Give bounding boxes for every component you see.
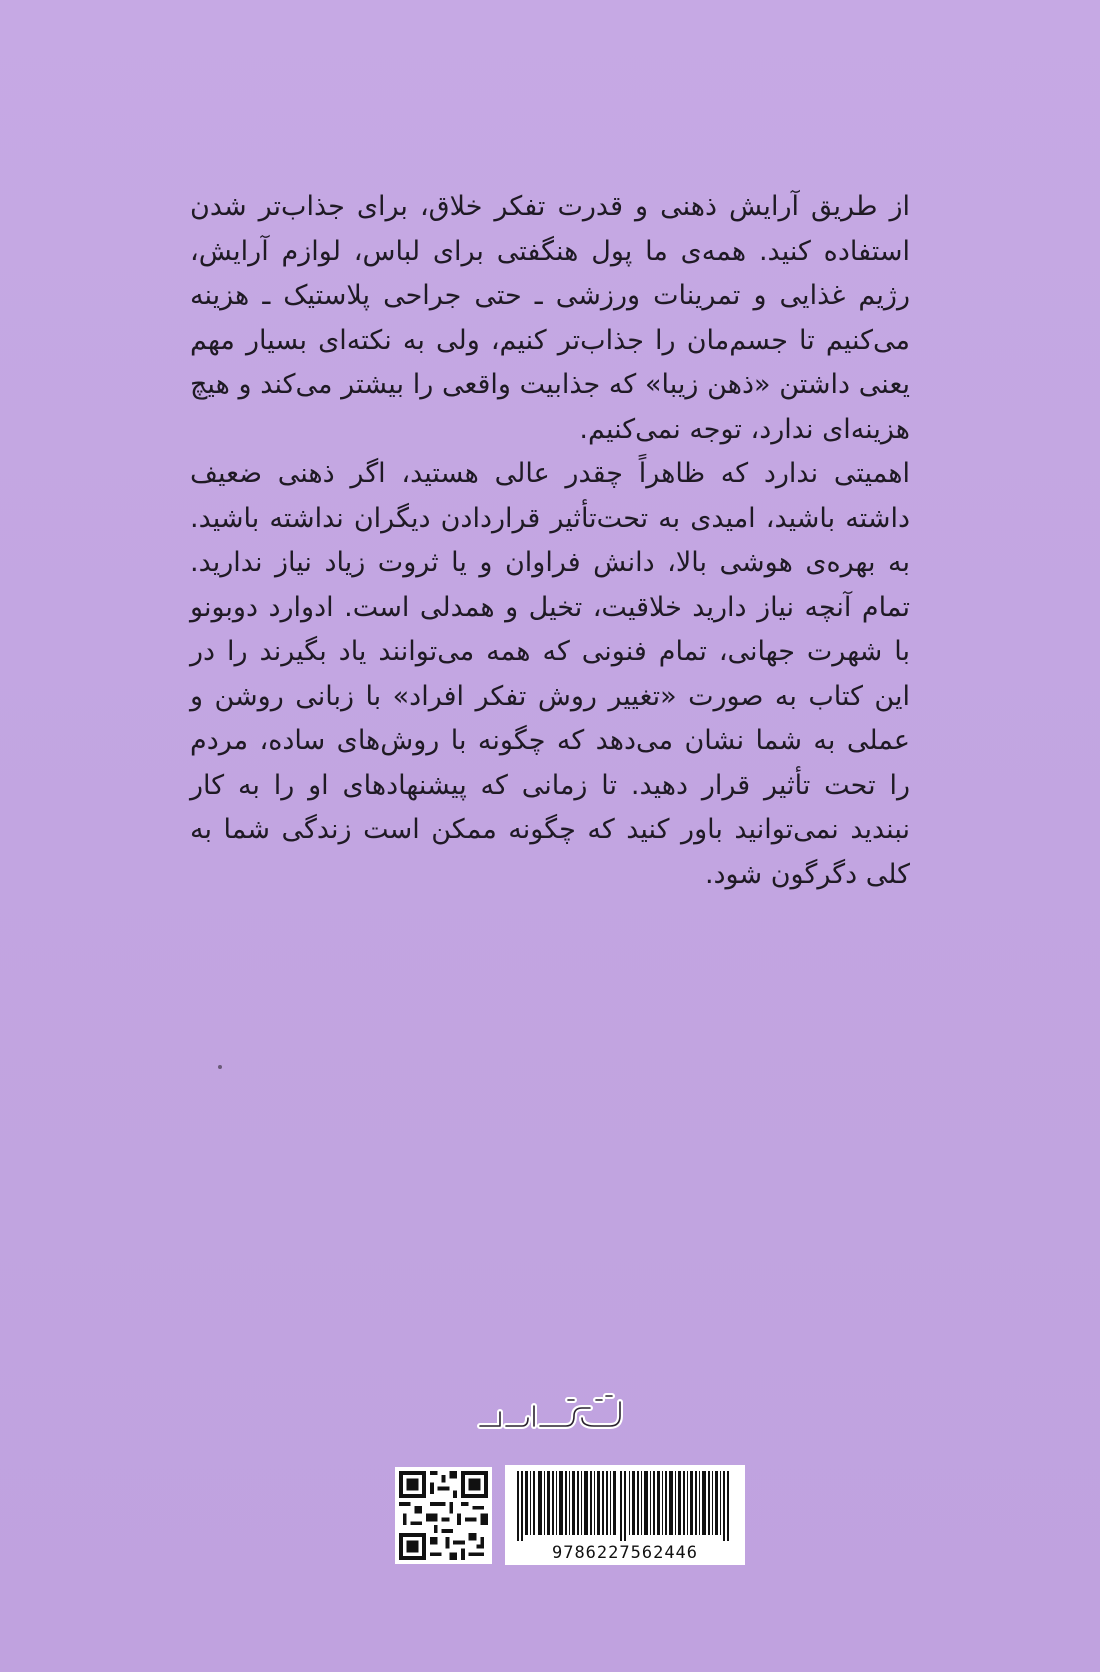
isbn-barcode <box>505 1465 745 1565</box>
blurb-paragraph-2: اهمیتی ندارد که ظاهراً چقدر عالی هستید، اگر ذهنی ضعیف داشته باشید، امیدی به تحت‌تأثیر قراردادن دیگران نداشته باشید. به بهره‌ی هوشی بالا، دانش فراوان و یا ثروت زیاد نیاز ندارید. تمام آنچه نیاز دارید خلاقیت، تخیل و همدلی است. ادوارد دوبونو با شهرت جهانی، تمام فنونی که همه می‌توانند یاد بگیرند را در این کتاب به صورت «تغییر روش تفکر افراد» با زبانی روشن و عملی به شما نشان می‌دهد که چگونه با روش‌های ساده، مردم را تحت تأثیر قرار دهید. تا زمانی که پیشنهادهای او را به کار نبندید نمی‌توانید باور کنید که چگونه ممکن است زندگی شما به کلی دگرگون شود. <box>190 458 910 890</box>
isbn-number: 9786227562446 <box>551 1543 699 1563</box>
blurb-paragraph-1: از طریق آرایش ذهنی و قدرت تفکر خلاق، برای جذاب‌تر شدن استفاده کنید. همه‌ی ما پول هنگفتی برای لباس، لوازم آرایش، رژیم غذایی و تمرینات ورزشی ـ حتی جراحی پلاستیک ـ هزینه می‌کنیم تا جسم‌مان را جذاب‌تر کنیم، ولی به نکته‌ای بسیار مهم یعنی داشتن «ذهن زیبا» که جذابیت واقعی را بیشتر می‌کند و هیچ هزینه‌ای ندارد، توجه نمی‌کنیم. <box>190 191 910 445</box>
barcode-bars <box>505 1465 745 1543</box>
blurb-text <box>190 185 910 897</box>
decorative-dot <box>218 1065 222 1069</box>
publisher-logo <box>470 1388 630 1440</box>
qr-code <box>395 1467 492 1564</box>
